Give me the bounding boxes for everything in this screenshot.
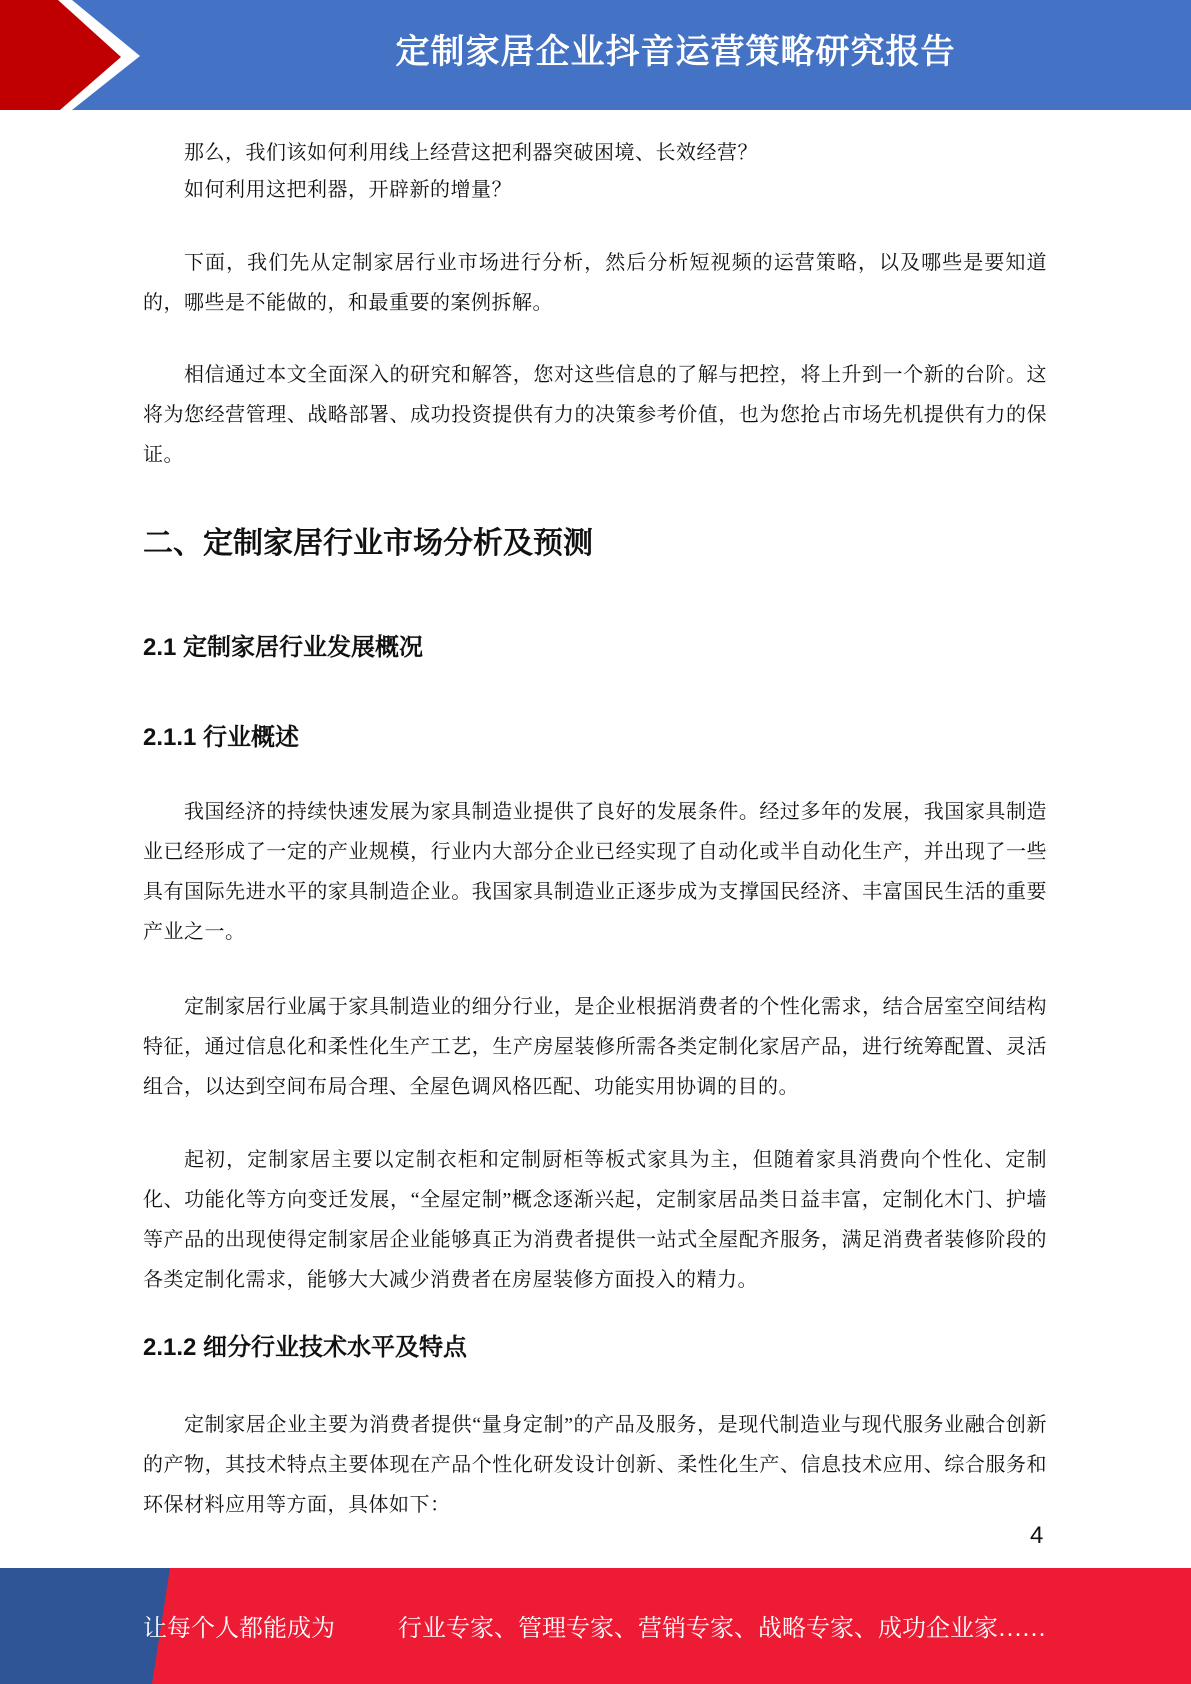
page-header bbox=[0, 0, 1191, 110]
section-heading: 二、定制家居行业市场分析及预测 bbox=[143, 527, 593, 560]
subsection-heading: 2.1 定制家居行业发展概况 bbox=[143, 634, 424, 661]
footer-slogan-left: 让每个人都能成为 bbox=[143, 1616, 335, 1642]
subsubsection-heading: 2.1.1 行业概述 bbox=[143, 724, 300, 751]
paragraph: 如何利用这把利器，开辟新的增量？ bbox=[184, 179, 512, 201]
page-footer bbox=[0, 1568, 1191, 1684]
page-number: 4 bbox=[1030, 1522, 1044, 1549]
subsubsection-heading: 2.1.2 细分行业技术水平及特点 bbox=[143, 1334, 468, 1361]
paragraph: 定制家居企业主要为消费者提供“量身定制”的产品及服务，是现代制造业与现代服务业融合创新的产物，其技术特点主要体现在产品个性化研发设计创新、柔性化生产、信息技术应用、综合服务和环保材料应用等方面，具体如下： bbox=[143, 1414, 1047, 1516]
paragraph: 那么，我们该如何利用线上经营这把利器突破困境、长效经营？ bbox=[184, 142, 758, 164]
report-title: 定制家居企业抖音运营策略研究报告 bbox=[395, 33, 956, 71]
paragraph: 下面，我们先从定制家居行业市场进行分析，然后分析短视频的运营策略，以及哪些是要知道的，哪些是不能做的，和最重要的案例拆解。 bbox=[143, 252, 1047, 314]
header-arrow-decoration bbox=[0, 0, 200, 110]
paragraph: 我国经济的持续快速发展为家具制造业提供了良好的发展条件。经过多年的发展，我国家具制造业已经形成了一定的产业规模，行业内大部分企业已经实现了自动化或半自动化生产，并出现了一些具有国际先进水平的家具制造企业。我国家具制造业正逐步成为支撑国民经济、丰富国民生活的重要产业之一。 bbox=[143, 801, 1047, 943]
paragraph: 相信通过本文全面深入的研究和解答，您对这些信息的了解与把控，将上升到一个新的台阶。这将为您经营管理、战略部署、成功投资提供有力的决策参考价值，也为您抢占市场先机提供有力的保证。 bbox=[143, 364, 1047, 466]
footer-slogan-right: 行业专家、管理专家、营销专家、战略专家、成功企业家…… bbox=[398, 1616, 1046, 1642]
paragraph: 起初，定制家居主要以定制衣柜和定制厨柜等板式家具为主，但随着家具消费向个性化、定制化、功能化等方向变迁发展，“全屋定制”概念逐渐兴起，定制家居品类日益丰富，定制化木门、护墙等产品的出现使得定制家居企业能够真正为消费者提供一站式全屋配齐服务，满足消费者装修阶段的各类定制化需求，能够大大减少消费者在房屋装修方面投入的精力。 bbox=[143, 1149, 1047, 1291]
paragraph: 定制家居行业属于家具制造业的细分行业，是企业根据消费者的个性化需求，结合居室空间结构特征，通过信息化和柔性化生产工艺，生产房屋装修所需各类定制化家居产品，进行统筹配置、灵活组合，以达到空间布局合理、全屋色调风格匹配、功能实用协调的目的。 bbox=[143, 996, 1047, 1098]
